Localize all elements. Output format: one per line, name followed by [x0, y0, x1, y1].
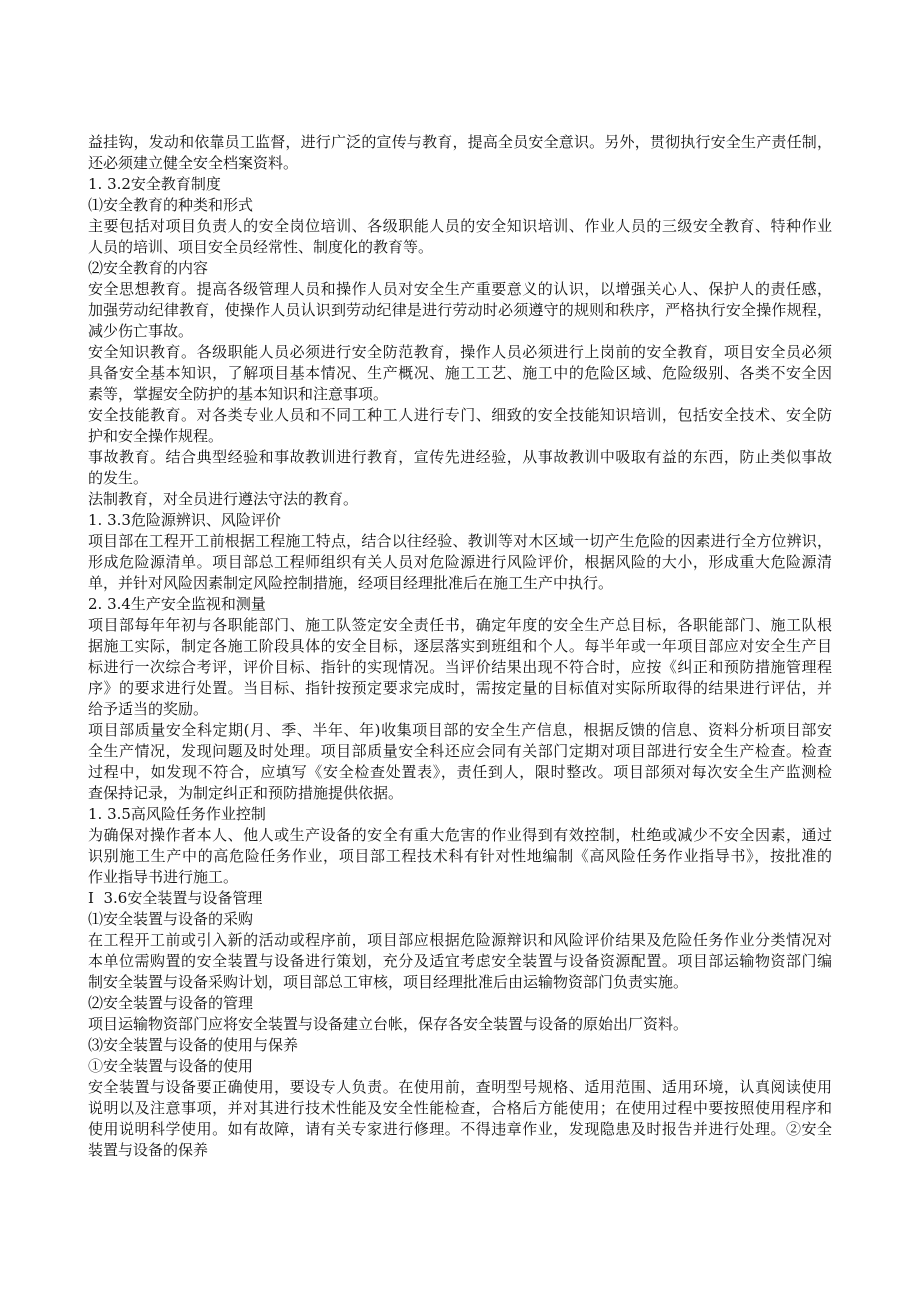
text-line: 单，并针对风险因素制定风险控制措施，经项目经理批准后在施工生产中执行。 [88, 574, 614, 592]
section-heading: 1. 3.5高风险任务作业控制 [88, 805, 266, 823]
section-heading: 1. 3.3危险源辨识、风险评价 [88, 511, 281, 529]
text-line: 全生产情况，发现问题及时处理。项目部质量安全科还应会同有关部门定期对项目部进行安全生产检查。检查 [88, 742, 832, 760]
subsection-heading: ⑵安全装置与设备的管理 [88, 994, 254, 1012]
text-line: 装置与设备的保养 [88, 1141, 209, 1159]
text-line: 项目运输物资部门应将安全装置与设备建立台帐，保存各安全装置与设备的原始出厂资料。 [88, 1015, 689, 1033]
text-line: 安全装置与设备要正确使用，要设专人负责。在使用前，查明型号规格、适用范围、适用环境，认真阅读使用 [88, 1078, 832, 1096]
text-line: 素等，掌握安全防护的基本知识和注意事项。 [88, 385, 389, 403]
text-line: 安全思想教育。提高各级管理人员和操作人员对安全生产重要意义的认识，以增强关心人、保护人的责任感， [88, 280, 832, 298]
text-line: 查保持记录，为制定纠正和预防措施提供依据。 [88, 784, 404, 802]
subsection-heading: ⑴安全教育的种类和形式 [88, 196, 254, 214]
text-line: 项目部质量安全科定期(月、季、半年、年)收集项目部的安全生产信息，根据反馈的信息、资料分析项目部安 [88, 721, 832, 739]
section-heading: 1. 3.2安全教育制度 [88, 175, 221, 193]
text-line: 作业指导书进行施工。 [88, 868, 239, 886]
text-line: 识别施工生产中的高危险任务作业，项目部工程技术科有针对性地编制《高风险任务作业指导书》，按批准的 [88, 847, 832, 865]
text-line: 主要包括对项目负责人的安全岗位培训、各级职能人员的安全知识培训、作业人员的三级安全教育、特种作业 [88, 217, 832, 235]
subsection-heading: ⑴安全装置与设备的采购 [88, 910, 254, 928]
text-line: 本单位需购置的安全装置与设备进行策划，充分及适宜考虑安全装置与设备资源配置。项目部运输物资部门编 [88, 952, 832, 970]
text-line: 在工程开工前或引入新的活动或程序前，项目部应根据危险源辩识和风险评价结果及危险任务作业分类情况对 [88, 931, 832, 949]
text-line: 制安全装置与设备采购计划，项目部总工审核，项目经理批准后由运输物资部门负责实施。 [88, 973, 689, 991]
text-line: 护和安全操作规程。 [88, 427, 224, 445]
section-heading: I 3.6安全装置与设备管理 [88, 889, 263, 907]
text-line: 形成危险源清单。项目部总工程师组织有关人员对危险源进行风险评价，根据风险的大小，形成重大危险源清 [88, 553, 832, 571]
text-line: 过程中，如发现不符合，应填写《安全检查处置表》，责任到人，限时整改。项目部须对每次安全生产监测检 [88, 763, 832, 781]
text-line: 的发生。 [88, 469, 149, 487]
text-line: 具备安全基本知识，了解项目基本情况、生产概况、施工工艺、施工中的危险区域、危险级别、各类不安全因 [88, 364, 832, 382]
text-line: 标进行一次综合考评，评价目标、指针的实现情况。当评价结果出现不符合时，应按《纠正和预防措施管理程 [88, 658, 832, 676]
subsection-heading: ①安全装置与设备的使用 [88, 1057, 254, 1075]
text-line: 安全技能教育。对各类专业人员和不同工种工人进行专门、细致的安全技能知识培训，包括安全技术、安全防 [88, 406, 832, 424]
text-line: 事故教育。结合典型经验和事故教训进行教育，宣传先进经验，从事故教训中吸取有益的东西，防止类似事故 [88, 448, 832, 466]
text-line: 人员的培训、项目安全员经常性、制度化的教育等。 [88, 238, 434, 256]
text-line: 为确保对操作者本人、他人或生产设备的安全有重大危害的作业得到有效控制，杜绝或减少不安全因素，通过 [88, 826, 832, 844]
subsection-heading: ⑶安全装置与设备的使用与保养 [88, 1036, 299, 1054]
text-line: 安全知识教育。各级职能人员必须进行安全防范教育，操作人员必须进行上岗前的安全教育，项目安全员必须 [88, 343, 832, 361]
text-line: 加强劳动纪律教育，使操作人员认识到劳动纪律是进行劳动时必须遵守的规则和秩序，严格执行安全操作规程， [88, 301, 832, 319]
text-line: 益挂钩，发动和依靠员工监督，进行广泛的宣传与教育，提高全员安全意识。另外，贯彻执行安全生产责任制， [88, 133, 832, 151]
document-body [88, 132, 832, 1161]
subsection-heading: ⑵安全教育的内容 [88, 259, 209, 277]
text-line: 使用说明科学使用。如有故障，请有关专家进行修理。不得违章作业，发现隐患及时报告并进行处理。②安全 [88, 1120, 832, 1138]
text-line: 据施工实际，制定各施工阶段具体的安全目标，逐层落实到班组和个人。每半年或一年项目部应对安全生产目 [88, 637, 832, 655]
text-line: 给予适当的奖励。 [88, 700, 209, 718]
text-line: 法制教育，对全员进行遵法守法的教育。 [88, 490, 359, 508]
text-line: 说明以及注意事项，并对其进行技术性能及安全性能检查，合格后方能使用；在使用过程中要按照使用程序和 [88, 1099, 832, 1117]
text-line: 项目部每年年初与各职能部门、施工队签定安全责任书，确定年度的安全生产总目标，各职能部门、施工队根 [88, 616, 832, 634]
text-line: 还必须建立健全安全档案资料。 [88, 154, 299, 172]
text-line: 项目部在工程开工前根据工程施工特点，结合以往经验、教训等对木区域一切产生危险的因素进行全方位辨识， [88, 532, 832, 550]
text-line: 序》的要求进行处置。当目标、指针按预定要求完成时，需按定量的目标值对实际所取得的结果进行评估，并 [88, 679, 832, 697]
section-heading: 2. 3.4生产安全监视和测量 [88, 595, 266, 613]
text-line: 减少伤亡事故。 [88, 322, 194, 340]
